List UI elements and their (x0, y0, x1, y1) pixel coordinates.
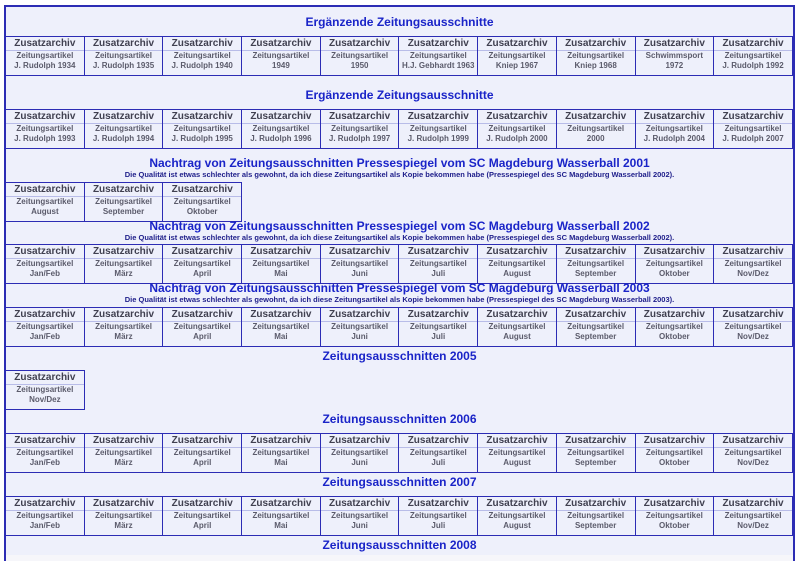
archive-link-heading[interactable]: Zusatzarchiv (242, 111, 320, 124)
archive-link-label[interactable]: Zeitungsartikel (488, 448, 546, 457)
archive-link-detail[interactable]: März (114, 458, 133, 467)
section-title: Zeitungsausschnitten 2008 (322, 538, 477, 552)
archive-link-heading[interactable]: Zusatzarchiv (85, 111, 163, 124)
archive-link-heading[interactable]: Zusatzarchiv (636, 38, 714, 51)
archive-link-label[interactable]: Zeitungsartikel (16, 322, 74, 331)
archive-link[interactable] (478, 307, 557, 347)
archive-link[interactable] (714, 109, 793, 149)
archive-link-heading[interactable]: Zusatzarchiv (163, 184, 241, 197)
archive-link-detail[interactable]: Nov/Dez (737, 269, 769, 278)
archive-link-detail[interactable]: März (114, 521, 133, 530)
archive-link[interactable] (399, 36, 478, 76)
archive-link-heading[interactable]: Zusatzarchiv (478, 111, 556, 124)
archive-link-label[interactable]: Zeitungsartikel (409, 511, 467, 520)
archive-link-detail[interactable]: September (574, 521, 617, 530)
archive-link-label[interactable]: Zeitungsartikel (16, 259, 74, 268)
archive-link-heading[interactable]: Zusatzarchiv (636, 498, 714, 511)
archive-link-heading[interactable]: Zusatzarchiv (321, 246, 399, 259)
archive-link-label[interactable]: Zeitungsartikel (409, 259, 467, 268)
archive-link[interactable] (557, 307, 636, 347)
archive-link[interactable] (163, 433, 242, 473)
archive-link-label[interactable]: Zeitungsartikel (645, 448, 703, 457)
archive-link[interactable] (557, 244, 636, 284)
archive-link[interactable] (636, 433, 715, 473)
section-title: Ergänzende Zeitungsausschnitte (305, 15, 494, 29)
archive-link-heading[interactable]: Zusatzarchiv (399, 111, 477, 124)
archive-link[interactable] (6, 370, 85, 410)
archive-link-detail[interactable]: J. Rudolph 1940 (171, 61, 233, 70)
archive-link-detail[interactable]: Mai (274, 458, 288, 467)
archive-link[interactable] (636, 109, 715, 149)
archive-link-label[interactable]: Zeitungsartikel (252, 51, 310, 60)
archive-link-label[interactable]: Zeitungsartikel (16, 385, 74, 394)
archive-link[interactable] (714, 433, 793, 473)
archive-link-detail[interactable]: Nov/Dez (737, 332, 769, 341)
archive-link[interactable] (714, 307, 793, 347)
archive-link-detail[interactable]: Juli (431, 521, 446, 530)
archive-link-detail[interactable]: April (193, 269, 212, 278)
archive-link-heading[interactable]: Zusatzarchiv (636, 309, 714, 322)
archive-link-label[interactable]: Zeitungsartikel (488, 259, 546, 268)
archive-link-heading[interactable]: Zusatzarchiv (163, 246, 241, 259)
archive-link[interactable] (399, 433, 478, 473)
archive-link[interactable] (399, 307, 478, 347)
archive-link-label[interactable]: Zeitungsartikel (252, 448, 310, 457)
archive-link-label[interactable]: Zeitungsartikel (95, 448, 152, 457)
archive-link-heading[interactable]: Zusatzarchiv (478, 498, 556, 511)
archive-row (6, 244, 793, 284)
archive-link-heading[interactable]: Zusatzarchiv (85, 184, 163, 197)
archive-link-heading[interactable]: Zusatzarchiv (6, 111, 84, 124)
archive-link-heading[interactable]: Zusatzarchiv (714, 38, 792, 51)
section-note: Die Qualität ist etwas schlechter als gewohnt, da ich diese Zeitungsartikel als Kopie bekommen habe (Pressespiegel des SC Magdeburg Wasserball 2003). (124, 295, 675, 304)
archive-link-label[interactable]: Zeitungsartikel (645, 124, 703, 133)
archive-link-heading[interactable]: Zusatzarchiv (478, 309, 556, 322)
archive-link-heading[interactable]: Zusatzarchiv (399, 38, 477, 51)
archive-link-detail[interactable]: April (193, 521, 212, 530)
archive-link[interactable] (399, 244, 478, 284)
archive-link[interactable] (163, 496, 242, 536)
archive-link-label[interactable]: Zeitungsartikel (16, 197, 74, 206)
archive-link-heading[interactable]: Zusatzarchiv (6, 246, 84, 259)
archive-link-heading[interactable]: Zusatzarchiv (85, 498, 163, 511)
archive-link[interactable] (321, 36, 400, 76)
archive-link[interactable] (163, 36, 242, 76)
archive-link-label[interactable]: Zeitungsartikel (567, 124, 625, 133)
archive-link-detail[interactable]: Oktober (659, 458, 690, 467)
archive-link[interactable] (714, 244, 793, 284)
archive-link[interactable] (557, 109, 636, 149)
archive-link-label[interactable]: Zeitungsartikel (645, 259, 703, 268)
archive-link-detail[interactable]: Juli (431, 332, 446, 341)
archive-row (6, 433, 793, 473)
archive-link[interactable] (242, 244, 321, 284)
archive-link-heading[interactable]: Zusatzarchiv (714, 435, 792, 448)
archive-link[interactable] (321, 109, 400, 149)
archive-link-heading[interactable]: Zusatzarchiv (636, 435, 714, 448)
archive-link-label[interactable]: Zeitungsartikel (724, 259, 782, 268)
archive-link-heading[interactable]: Zusatzarchiv (163, 309, 241, 322)
archive-link-label[interactable]: Zeitungsartikel (95, 511, 152, 520)
archive-link-heading[interactable]: Zusatzarchiv (636, 111, 714, 124)
archive-link-detail[interactable]: Juli (431, 269, 446, 278)
archive-link-label[interactable]: Zeitungsartikel (331, 322, 389, 331)
archive-link[interactable] (636, 244, 715, 284)
archive-link-detail[interactable]: Jan/Feb (29, 521, 60, 530)
archive-link-label[interactable]: Zeitungsartikel (645, 322, 703, 331)
archive-link[interactable] (242, 109, 321, 149)
archive-link[interactable] (6, 433, 85, 473)
section-note: Die Qualität ist etwas schlechter als gewohnt, da ich diese Zeitungsartikel als Kopie bekommen habe (Pressespiegel des SC Magdeburg Wasserball 2002). (124, 233, 675, 242)
archive-link-heading[interactable]: Zusatzarchiv (321, 435, 399, 448)
archive-link-heading[interactable]: Zusatzarchiv (399, 309, 477, 322)
archive-link-detail[interactable]: Kniep 1967 (495, 61, 539, 70)
archive-link-label[interactable]: Schwimmsport (645, 51, 704, 60)
archive-link-detail[interactable]: Mai (274, 269, 288, 278)
archive-link[interactable] (478, 36, 557, 76)
archive-link-detail[interactable]: J. Rudolph 2000 (486, 134, 548, 143)
archive-link[interactable] (85, 496, 164, 536)
archive-link[interactable] (478, 244, 557, 284)
archive-link-heading[interactable]: Zusatzarchiv (6, 498, 84, 511)
archive-link-label[interactable]: Zeitungsartikel (331, 51, 389, 60)
archive-link-detail[interactable]: 1972 (665, 61, 684, 70)
archive-link-label[interactable]: Zeitungsartikel (95, 322, 152, 331)
archive-link-label[interactable]: Zeitungsartikel (331, 448, 389, 457)
archive-link-label[interactable]: Zeitungsartikel (488, 511, 546, 520)
archive-link[interactable] (478, 109, 557, 149)
archive-link[interactable] (478, 496, 557, 536)
archive-link-heading[interactable]: Zusatzarchiv (242, 309, 320, 322)
archive-link-heading[interactable]: Zusatzarchiv (557, 309, 635, 322)
archive-link-heading[interactable]: Zusatzarchiv (242, 38, 320, 51)
archive-link-detail[interactable]: Mai (274, 521, 288, 530)
archive-link-label[interactable]: Zeitungsartikel (173, 259, 231, 268)
archive-link-heading[interactable]: Zusatzarchiv (399, 498, 477, 511)
archive-link-label[interactable]: Zeitungsartikel (567, 322, 625, 331)
archive-link-label[interactable]: Zeitungsartikel (409, 51, 467, 60)
archive-link-detail[interactable]: J. Rudolph 1992 (722, 61, 784, 70)
archive-link-detail[interactable]: Juni (351, 458, 368, 467)
archive-link[interactable] (636, 496, 715, 536)
archive-link-detail[interactable]: Mai (274, 332, 288, 341)
archive-link[interactable] (321, 244, 400, 284)
archive-link-detail[interactable]: Oktober (659, 332, 690, 341)
archive-row (6, 370, 85, 410)
archive-link-label[interactable]: Zeitungsartikel (173, 51, 231, 60)
archive-link-detail[interactable]: 2000 (586, 134, 605, 143)
archive-link-label[interactable]: Zeitungsartikel (16, 124, 74, 133)
archive-link-detail[interactable]: Jan/Feb (29, 458, 60, 467)
archive-link-detail[interactable]: Nov/Dez (737, 458, 769, 467)
archive-link[interactable] (636, 307, 715, 347)
archive-link-detail[interactable]: April (193, 332, 212, 341)
archive-link[interactable] (321, 307, 400, 347)
archive-link-detail[interactable]: J. Rudolph 1997 (328, 134, 391, 143)
archive-link[interactable] (321, 433, 400, 473)
archive-link-detail[interactable]: August (503, 521, 531, 530)
section-title: Nachtrag von Zeitungsausschnitten Pressespiegel vom SC Magdeburg Wasserball 2003 (149, 281, 650, 295)
archive-link-detail[interactable]: Oktober (659, 521, 690, 530)
archive-link-heading[interactable]: Zusatzarchiv (399, 246, 477, 259)
archive-link-detail[interactable]: September (102, 207, 145, 216)
archive-link-heading[interactable]: Zusatzarchiv (478, 246, 556, 259)
archive-row (6, 307, 793, 347)
archive-link-detail[interactable]: Nov/Dez (29, 395, 61, 404)
archive-link-label[interactable]: Zeitungsartikel (567, 448, 625, 457)
archive-link-heading[interactable]: Zusatzarchiv (714, 498, 792, 511)
archive-link-detail[interactable]: J. Rudolph 2004 (643, 134, 706, 143)
archive-link-label[interactable]: Zeitungsartikel (567, 51, 625, 60)
archive-link-detail[interactable]: Kniep 1968 (574, 61, 617, 70)
archive-link-heading[interactable]: Zusatzarchiv (85, 38, 163, 51)
archive-row (6, 496, 793, 536)
archive-link-heading[interactable]: Zusatzarchiv (557, 435, 635, 448)
archive-link-detail[interactable]: Jan/Feb (29, 332, 60, 341)
archive-link-heading[interactable]: Zusatzarchiv (557, 111, 635, 124)
archive-link-heading[interactable]: Zusatzarchiv (6, 435, 84, 448)
archive-link-label[interactable]: Zeitungsartikel (95, 51, 152, 60)
archive-link[interactable] (6, 109, 85, 149)
archive-link-detail[interactable]: Nov/Dez (737, 521, 769, 530)
archive-link[interactable] (714, 36, 793, 76)
archive-link[interactable] (478, 433, 557, 473)
archive-link[interactable] (399, 109, 478, 149)
archive-link-label[interactable]: Zeitungsartikel (724, 322, 782, 331)
archive-link-heading[interactable]: Zusatzarchiv (242, 246, 320, 259)
archive-link-heading[interactable]: Zusatzarchiv (557, 498, 635, 511)
archive-link-label[interactable]: Zeitungsartikel (488, 124, 546, 133)
archive-link[interactable] (242, 433, 321, 473)
archive-link-heading[interactable]: Zusatzarchiv (242, 435, 320, 448)
archive-link[interactable] (6, 182, 85, 222)
archive-link-heading[interactable]: Zusatzarchiv (6, 184, 84, 197)
archive-link[interactable] (557, 36, 636, 76)
archive-link[interactable] (85, 433, 164, 473)
archive-link-label[interactable]: Zeitungsartikel (567, 259, 625, 268)
archive-link-heading[interactable]: Zusatzarchiv (557, 38, 635, 51)
archive-link-detail[interactable]: J. Rudolph 2007 (722, 134, 784, 143)
archive-link[interactable] (85, 109, 164, 149)
archive-link-detail[interactable]: September (574, 458, 617, 467)
archive-link-detail[interactable]: Oktober (659, 269, 690, 278)
archive-page (4, 5, 795, 561)
archive-link-label[interactable]: Zeitungsartikel (488, 51, 546, 60)
archive-link[interactable] (163, 109, 242, 149)
archive-link-label[interactable]: Zeitungsartikel (95, 197, 152, 206)
archive-link-label[interactable]: Zeitungsartikel (173, 197, 231, 206)
archive-link-detail[interactable]: J. Rudolph 1999 (407, 134, 469, 143)
archive-link-label[interactable]: Zeitungsartikel (252, 124, 310, 133)
archive-link-detail[interactable]: 1950 (350, 61, 369, 70)
archive-link[interactable] (85, 36, 164, 76)
archive-link-label[interactable]: Zeitungsartikel (95, 124, 152, 133)
archive-link-detail[interactable]: J. Rudolph 1995 (171, 134, 233, 143)
archive-link-heading[interactable]: Zusatzarchiv (321, 111, 399, 124)
archive-link[interactable] (242, 36, 321, 76)
archive-link-detail[interactable]: J. Rudolph 1996 (250, 134, 312, 143)
archive-link-detail[interactable]: August (503, 458, 531, 467)
section-title: Zeitungsausschnitten 2007 (322, 475, 477, 489)
archive-link[interactable] (6, 307, 85, 347)
archive-link-label[interactable]: Zeitungsartikel (252, 511, 310, 520)
archive-link-label[interactable]: Zeitungsartikel (331, 124, 389, 133)
archive-link-heading[interactable]: Zusatzarchiv (163, 435, 241, 448)
archive-link-label[interactable]: Zeitungsartikel (724, 124, 782, 133)
archive-row (6, 109, 793, 149)
section-title: Zeitungsausschnitten 2006 (322, 412, 477, 426)
archive-link-label[interactable]: Zeitungsartikel (331, 511, 389, 520)
section-title: Nachtrag von Zeitungsausschnitten Pressespiegel vom SC Magdeburg Wasserball 2001 (149, 156, 650, 170)
archive-link-label[interactable]: Zeitungsartikel (16, 51, 74, 60)
archive-link-detail[interactable]: Juli (431, 458, 446, 467)
archive-link-detail[interactable]: Juni (351, 269, 368, 278)
archive-link-label[interactable]: Zeitungsartikel (645, 511, 703, 520)
archive-link-label[interactable]: Zeitungsartikel (724, 511, 782, 520)
archive-link-label[interactable]: Zeitungsartikel (567, 511, 625, 520)
archive-link[interactable] (6, 36, 85, 76)
section-note: Die Qualität ist etwas schlechter als gewohnt, da ich diese Zeitungsartikel als Kopie bekommen habe (Pressespiegel des SC Magdeburg Wasserball 2002). (124, 170, 675, 179)
archive-row (6, 36, 793, 76)
archive-link-detail[interactable]: August (503, 332, 531, 341)
archive-link-detail[interactable]: Jan/Feb (29, 269, 60, 278)
archive-link[interactable] (714, 496, 793, 536)
archive-link-detail[interactable]: H.J. Gebhardt 1963 (402, 61, 475, 70)
section-title: Zeitungsausschnitten 2005 (322, 349, 477, 363)
archive-link[interactable] (557, 496, 636, 536)
archive-link-label[interactable]: Zeitungsartikel (409, 124, 467, 133)
archive-link-label[interactable]: Zeitungsartikel (173, 322, 231, 331)
archive-link-detail[interactable]: März (114, 332, 133, 341)
archive-link-heading[interactable]: Zusatzarchiv (85, 435, 163, 448)
archive-link-heading[interactable]: Zusatzarchiv (163, 498, 241, 511)
archive-link-label[interactable]: Zeitungsartikel (724, 448, 782, 457)
archive-link-heading[interactable]: Zusatzarchiv (636, 246, 714, 259)
archive-link[interactable] (163, 182, 242, 222)
archive-link-label[interactable]: Zeitungsartikel (724, 51, 782, 60)
archive-row (6, 182, 242, 222)
archive-link-label[interactable]: Zeitungsartikel (173, 448, 231, 457)
archive-link-heading[interactable]: Zusatzarchiv (714, 309, 792, 322)
archive-link-heading[interactable]: Zusatzarchiv (163, 111, 241, 124)
archive-link-label[interactable]: Zeitungsartikel (16, 511, 74, 520)
archive-link[interactable] (85, 244, 164, 284)
archive-link-detail[interactable]: 1949 (272, 61, 290, 70)
archive-link-label[interactable]: Zeitungsartikel (95, 259, 152, 268)
archive-link-heading[interactable]: Zusatzarchiv (6, 372, 84, 385)
archive-link-heading[interactable]: Zusatzarchiv (85, 246, 163, 259)
archive-link-detail[interactable]: Juni (351, 332, 368, 341)
archive-link-detail[interactable]: J. Rudolph 1934 (14, 61, 76, 70)
archive-link-label[interactable]: Zeitungsartikel (252, 322, 310, 331)
archive-link-detail[interactable]: August (503, 269, 531, 278)
archive-link-heading[interactable]: Zusatzarchiv (557, 246, 635, 259)
archive-link[interactable] (557, 433, 636, 473)
archive-link-heading[interactable]: Zusatzarchiv (6, 309, 84, 322)
archive-link-heading[interactable]: Zusatzarchiv (399, 435, 477, 448)
bottom-strip (6, 555, 793, 561)
archive-link-label[interactable]: Zeitungsartikel (409, 322, 467, 331)
archive-link-detail[interactable]: Oktober (186, 207, 218, 216)
archive-link-heading[interactable]: Zusatzarchiv (478, 38, 556, 51)
archive-link-heading[interactable]: Zusatzarchiv (321, 309, 399, 322)
archive-link[interactable] (6, 244, 85, 284)
archive-link-detail[interactable]: Juni (351, 521, 368, 530)
archive-link-detail[interactable]: August (31, 207, 59, 216)
archive-link[interactable] (6, 496, 85, 536)
archive-link-detail[interactable]: J. Rudolph 1993 (14, 134, 76, 143)
archive-link-label[interactable]: Zeitungsartikel (252, 259, 310, 268)
section-title: Nachtrag von Zeitungsausschnitten Pressespiegel vom SC Magdeburg Wasserball 2002 (149, 219, 650, 233)
archive-link-heading[interactable]: Zusatzarchiv (714, 111, 792, 124)
archive-link-detail[interactable]: April (193, 458, 212, 467)
archive-link[interactable] (636, 36, 715, 76)
archive-link-heading[interactable]: Zusatzarchiv (321, 498, 399, 511)
archive-link[interactable] (399, 496, 478, 536)
archive-link-detail[interactable]: J. Rudolph 1935 (92, 61, 155, 70)
section-title: Ergänzende Zeitungsausschnitte (305, 88, 494, 102)
archive-link[interactable] (242, 496, 321, 536)
archive-link[interactable] (163, 307, 242, 347)
archive-link-label[interactable]: Zeitungsartikel (409, 448, 467, 457)
archive-link-heading[interactable]: Zusatzarchiv (321, 38, 399, 51)
archive-link[interactable] (85, 182, 164, 222)
archive-link[interactable] (85, 307, 164, 347)
archive-link-heading[interactable]: Zusatzarchiv (163, 38, 241, 51)
archive-link-label[interactable]: Zeitungsartikel (488, 322, 546, 331)
archive-link[interactable] (242, 307, 321, 347)
archive-link-detail[interactable]: September (574, 269, 617, 278)
archive-link-detail[interactable]: März (114, 269, 133, 278)
archive-link-heading[interactable]: Zusatzarchiv (6, 38, 84, 51)
archive-link-detail[interactable]: J. Rudolph 1994 (92, 134, 155, 143)
archive-link-heading[interactable]: Zusatzarchiv (242, 498, 320, 511)
archive-link-label[interactable]: Zeitungsartikel (173, 124, 231, 133)
archive-link[interactable] (163, 244, 242, 284)
archive-link-label[interactable]: Zeitungsartikel (173, 511, 231, 520)
archive-link-detail[interactable]: September (574, 332, 617, 341)
archive-link[interactable] (321, 496, 400, 536)
archive-link-heading[interactable]: Zusatzarchiv (85, 309, 163, 322)
archive-link-heading[interactable]: Zusatzarchiv (478, 435, 556, 448)
archive-link-label[interactable]: Zeitungsartikel (16, 448, 74, 457)
archive-link-heading[interactable]: Zusatzarchiv (714, 246, 792, 259)
archive-link-label[interactable]: Zeitungsartikel (331, 259, 389, 268)
